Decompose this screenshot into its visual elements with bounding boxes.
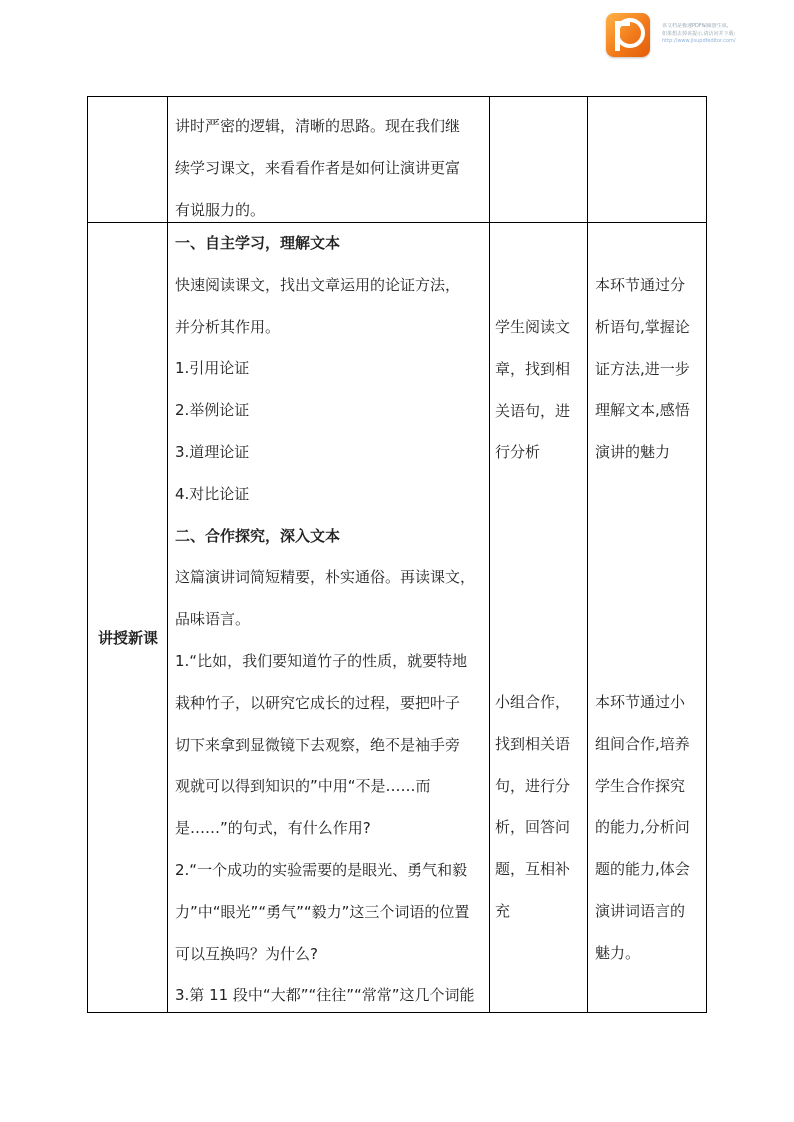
content-line: 讲时严密的逻辑，清晰的思路。现在我们继 xyxy=(175,117,461,135)
column-divider xyxy=(167,97,168,1012)
content-line: 证方法,进一步 xyxy=(595,359,690,378)
content-line: 本环节通过小 xyxy=(595,693,686,711)
content-line: 学生阅读文 xyxy=(495,318,571,336)
content-line: 并分析其作用。 xyxy=(175,317,281,336)
content-line: 理解文本,感悟 xyxy=(595,401,690,420)
content-line: 的能力,分析问 xyxy=(595,818,690,837)
content-line: 关语句，进 xyxy=(495,401,571,420)
section-label: 讲授新课 xyxy=(97,629,158,647)
content-line: 有说服力的。 xyxy=(175,200,266,219)
design-intent-1 xyxy=(595,265,690,474)
content-line: 观就可以得到知识的”中用“不是……而 xyxy=(175,777,431,796)
content-line: 题，互相补 xyxy=(495,860,571,879)
content-line: 学生合作探究 xyxy=(595,776,686,795)
content-line: 1.“比如，我们要知道竹子的性质，就要特地 xyxy=(175,651,468,670)
content-line: 析，回答问 xyxy=(495,818,571,837)
content-line: 组间合作,培养 xyxy=(595,734,690,753)
content-line: 栽种竹子，以研究它成长的过程，要把叶子 xyxy=(175,693,461,712)
column-divider xyxy=(489,97,490,1012)
content-line: 3.第 11 段中“大都”“往往”“常常”这几个词能 xyxy=(175,986,475,1005)
content-line: 品味语言。 xyxy=(175,610,251,629)
content-line: 演讲的魅力 xyxy=(595,443,671,462)
content-line: 可以互换吗？为什么? xyxy=(175,944,318,963)
content-line: 是……”的句式，有什么作用? xyxy=(175,819,371,838)
content-line: 找到相关语 xyxy=(495,734,571,753)
row2-content xyxy=(175,223,475,1017)
content-line: 2.“一个成功的实验需要的是眼光、勇气和毅 xyxy=(175,860,468,879)
content-line: 续学习课文，来看看作者是如何让演讲更富 xyxy=(175,158,461,177)
content-line: 力”中“眼光”“勇气”“毅力”这三个词语的位置 xyxy=(175,902,470,921)
column-divider xyxy=(587,97,588,1012)
watermark-link[interactable]: http://www.jisupdfeditor.com/ xyxy=(662,38,736,44)
section-heading: 一、自主学习，理解文本 xyxy=(175,234,341,252)
content-line: 题的能力,体会 xyxy=(595,860,690,879)
design-intent-2 xyxy=(595,682,690,975)
content-line: 快速阅读课文，找出文章运用的论证方法， xyxy=(175,275,461,294)
content-line: 魅力。 xyxy=(595,943,641,962)
content-line: 小组合作， xyxy=(495,693,571,711)
pdf-editor-watermark xyxy=(606,13,794,59)
content-line: 充 xyxy=(495,901,511,920)
content-line: 行分析 xyxy=(495,443,541,462)
content-line: 4.对比论证 xyxy=(175,484,250,503)
student-activity-2 xyxy=(495,682,570,933)
content-line: 本环节通过分 xyxy=(595,276,686,294)
content-line: 句，进行分 xyxy=(495,776,571,795)
lesson-plan-table xyxy=(87,96,707,1013)
watermark-text xyxy=(662,23,794,46)
content-line: 1.引用论证 xyxy=(175,359,250,378)
content-line: 演讲词语言的 xyxy=(595,901,686,920)
row1-content xyxy=(175,106,460,231)
content-line: 2.举例论证 xyxy=(175,401,250,420)
content-line: 章，找到相 xyxy=(495,359,571,378)
pdf-editor-logo-icon xyxy=(606,13,650,57)
student-activity-1 xyxy=(495,307,570,474)
content-line: 3.道理论证 xyxy=(175,442,250,461)
content-line: 这篇演讲词简短精要，朴实通俗。再读课文， xyxy=(175,568,476,587)
content-line: 析语句,掌握论 xyxy=(595,317,690,336)
section-heading: 二、合作探究，深入文本 xyxy=(175,526,341,545)
watermark-line: 该文档是极速PDF编辑器生成, xyxy=(662,23,729,29)
content-line: 切下来拿到显微镜下去观察，绝不是袖手旁 xyxy=(175,735,461,754)
watermark-line: 如果想去掉该提示,请访问并下载: xyxy=(662,30,736,37)
